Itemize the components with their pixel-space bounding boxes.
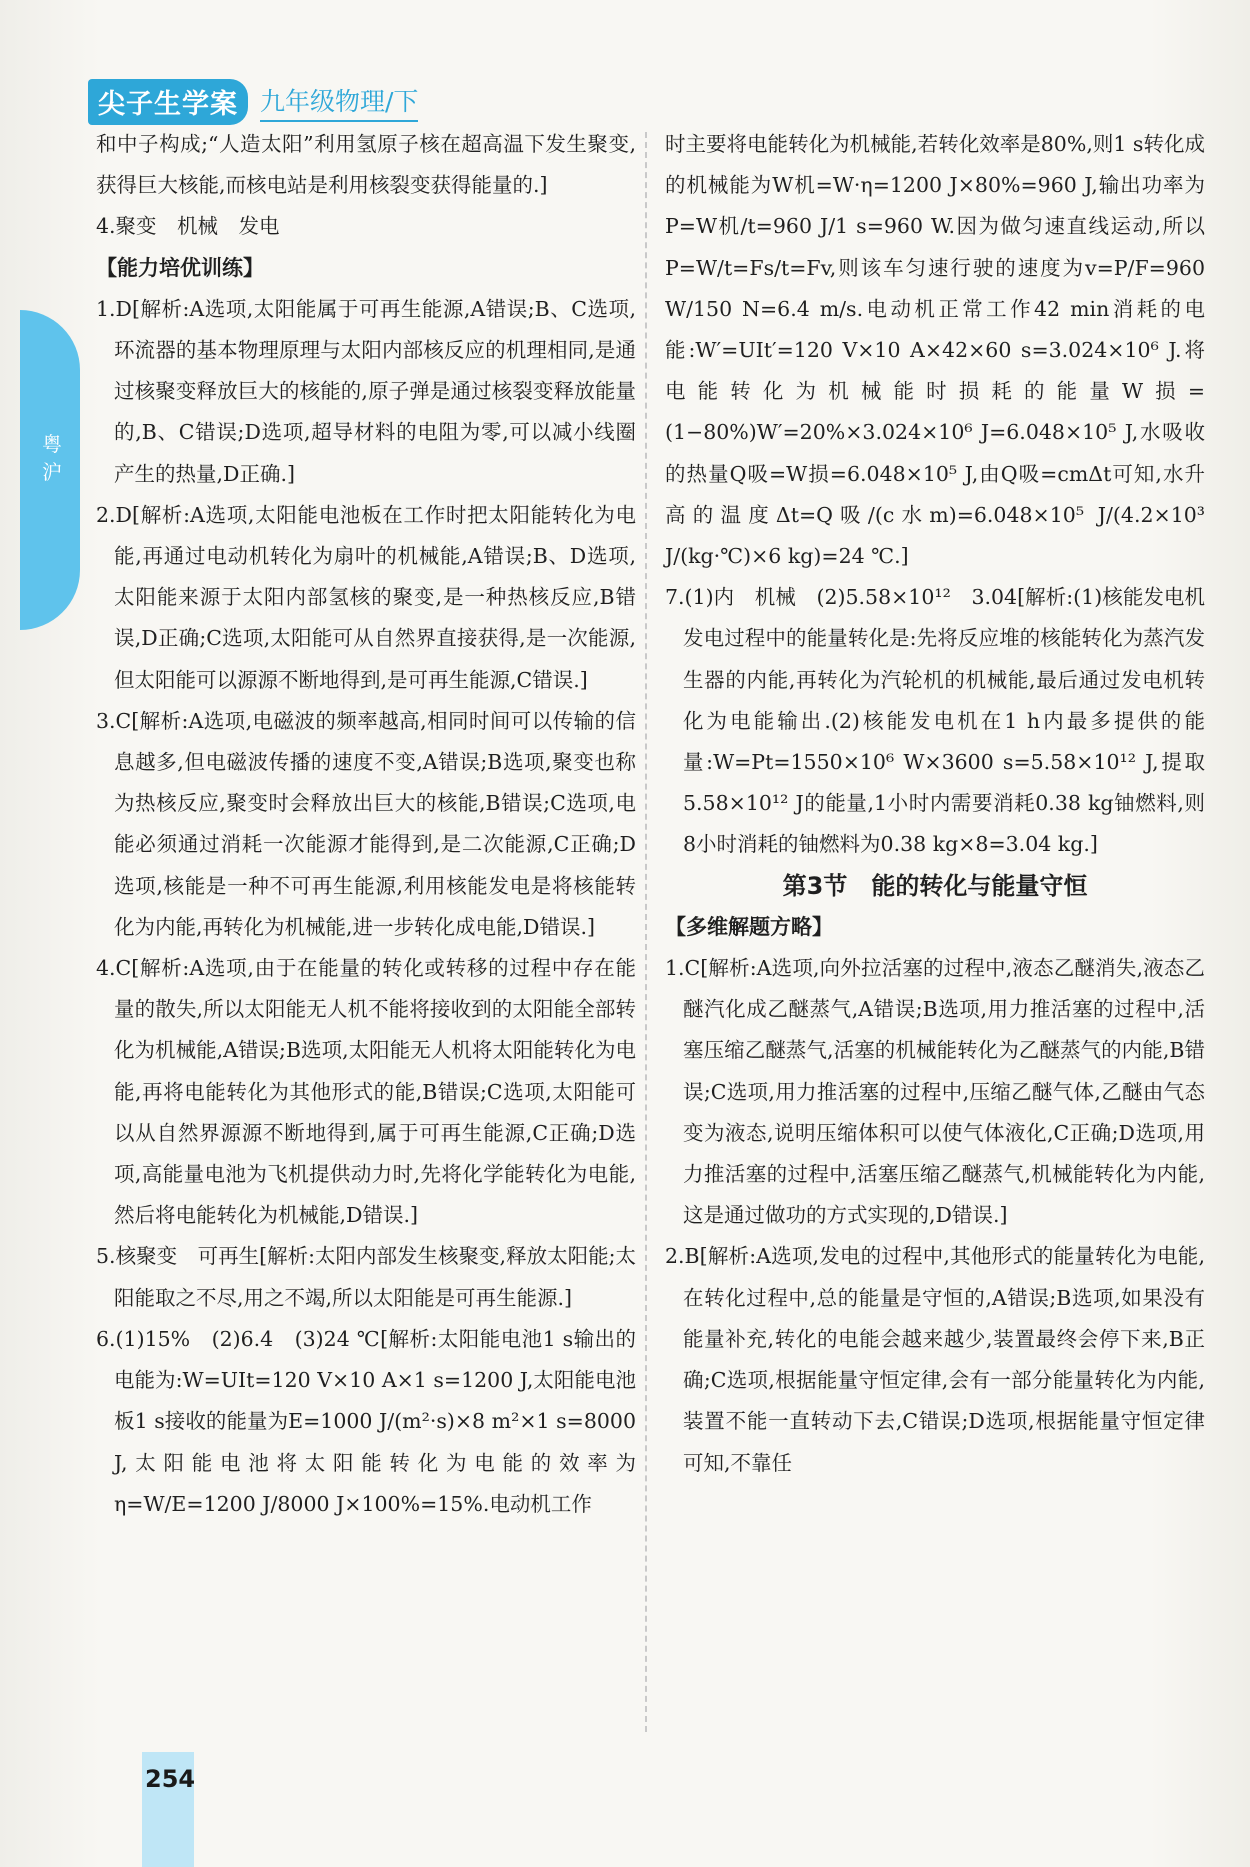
answer-item: 5.核聚变 可再生[解析:太阳内部发生核聚变,释放太阳能;太阳能取之不尽,用之不竭,所以太阳能是可再生能源.] (96, 1244, 636, 1310)
text-paragraph: 和中子构成;“人造太阳”利用氢原子核在超高温下发生聚变,获得巨大核能,而核电站是利用核裂变获得能量的.] (96, 132, 636, 198)
answer-item: 4.聚变 机械 发电 (96, 214, 280, 239)
column-divider (645, 132, 647, 1732)
page-number: 254 (145, 1765, 196, 1793)
section-heading: 【能力培优训练】 (96, 255, 264, 280)
text-paragraph: 时主要将电能转化为机械能,若转化效率是80%,则1 s转化成的机械能为W机=W·η=1200 J×80%=960 J,输出功率为P=W机/t=960 J/1 s=960 W.因为做匀速直线运动,所以P=W/t=Fs/t=Fv,则该车匀速行驶的速度为v=P/F=960 W/150 N=6.4 m/s.电动机正常工作42 min消耗的电能:W′=UIt′=120 V×10 A×42×60 s=3.024×10⁶ J.将电能转化为机械能时损耗的能量W损=(1−80%)W′=20%×3.024×10⁶ J=6.048×10⁵ J,水吸收的热量Q吸=W损=6.048×10⁵ J,由Q吸=cmΔt可知,水升高的温度Δt=Q吸/(c水m)=6.048×10⁵ J/(4.2×10³ J/(kg·℃)×6 kg)=24 ℃.] (665, 132, 1205, 569)
book-brand: 尖子生学案 (88, 79, 248, 125)
answer-item: 4.C[解析:A选项,由于在能量的转化或转移的过程中存在能量的散失,所以太阳能无人机不能将接收到的太阳能全部转化为机械能,A错误;B选项,太阳能无人机将太阳能转化为电能,再将电能转化为其他形式的能,B错误;C选项,太阳能可以从自然界源源不断地得到,属于可再生能源,C正确;D选项,高能量电池为飞机提供动力时,先将化学能转化为电能,然后将电能转化为机械能,D错误.] (96, 956, 636, 1228)
book-subject: 九年级物理/下 (260, 82, 418, 122)
right-column (665, 124, 1205, 1484)
page-header (88, 80, 418, 124)
answer-item: 7.(1)内 机械 (2)5.58×10¹² 3.04[解析:(1)核能发电机发电过程中的能量转化是:先将反应堆的核能转化为蒸汽发生器的内能,再转化为汽轮机的机械能,最后通过发电机转化为电能输出.(2)核能发电机在1 h内最多提供的能量:W=Pt=1550×10⁶ W×3600 s=5.58×10¹² J,提取5.58×10¹² J的能量,1小时内需要消耗0.38 kg铀燃料,则8小时消耗的铀燃料为0.38 kg×8=3.04 kg.] (665, 585, 1205, 857)
left-column (96, 124, 636, 1525)
section-heading: 【多维解题方略】 (665, 914, 833, 939)
answer-item: 3.C[解析:A选项,电磁波的频率越高,相同时间可以传输的信息越多,但电磁波传播的速度不变,A错误;B选项,聚变也称为热核反应,聚变时会释放出巨大的核能,B错误;C选项,电能必须通过消耗一次能源才能得到,是二次能源,C正确;D选项,核能是一种不可再生能源,利用核能发电是将核能转化为内能,再转化为机械能,进一步转化成电能,D错误.] (96, 708, 636, 939)
answer-item: 2.B[解析:A选项,发电的过程中,其他形式的能量转化为电能,在转化过程中,总的能量是守恒的,A错误;B选项,如果没有能量补充,转化的电能会越来越少,装置最终会停下来,B正确;C选项,根据能量守恒定律,会有一部分能量转化为内能,装置不能一直转动下去,C错误;D选项,根据能量守恒定律可知,不靠任 (665, 1244, 1205, 1475)
answer-item: 2.D[解析:A选项,太阳能电池板在工作时把太阳能转化为电能,再通过电动机转化为扇叶的机械能,A错误;B、D选项,太阳能来源于太阳内部氢核的聚变,是一种热核反应,B错误,D正确;C选项,太阳能可从自然界直接获得,是一次能源,但太阳能可以源源不断地得到,是可再生能源,C错误.] (96, 502, 636, 692)
side-tab-label: 粤沪 (42, 432, 62, 484)
section-title: 第3节 能的转化与能量守恒 (782, 871, 1088, 900)
answer-item: 6.(1)15% (2)6.4 (3)24 ℃[解析:太阳能电池1 s输出的电能为:W=UIt=120 V×10 A×1 s=1200 J,太阳能电池板1 s接收的能量为E=1000 J/(m²·s)×8 m²×1 s=8000 J,太阳能电池将太阳能转化为电能的效率为η=W/E=1200 J/8000 J×100%=15%.电动机工作 (96, 1326, 636, 1516)
answer-item: 1.C[解析:A选项,向外拉活塞的过程中,液态乙醚消失,液态乙醚汽化成乙醚蒸气,A错误;B选项,用力推活塞的过程中,活塞压缩乙醚蒸气,活塞的机械能转化为乙醚蒸气的内能,B错误;C选项,用力推活塞的过程中,压缩乙醚气体,乙醚由气态变为液态,说明压缩体积可以使气体液化,C正确;D选项,用力推活塞的过程中,活塞压缩乙醚蒸气,机械能转化为内能,这是通过做功的方式实现的,D错误.] (665, 956, 1205, 1228)
answer-item: 1.D[解析:A选项,太阳能属于可再生能源,A错误;B、C选项,环流器的基本物理原理与太阳内部核反应的机理相同,是通过核聚变释放巨大的核能的,原子弹是通过核裂变释放能量的,B、C错误;D选项,超导材料的电阻为零,可以减小线圈产生的热量,D正确.] (96, 296, 636, 486)
